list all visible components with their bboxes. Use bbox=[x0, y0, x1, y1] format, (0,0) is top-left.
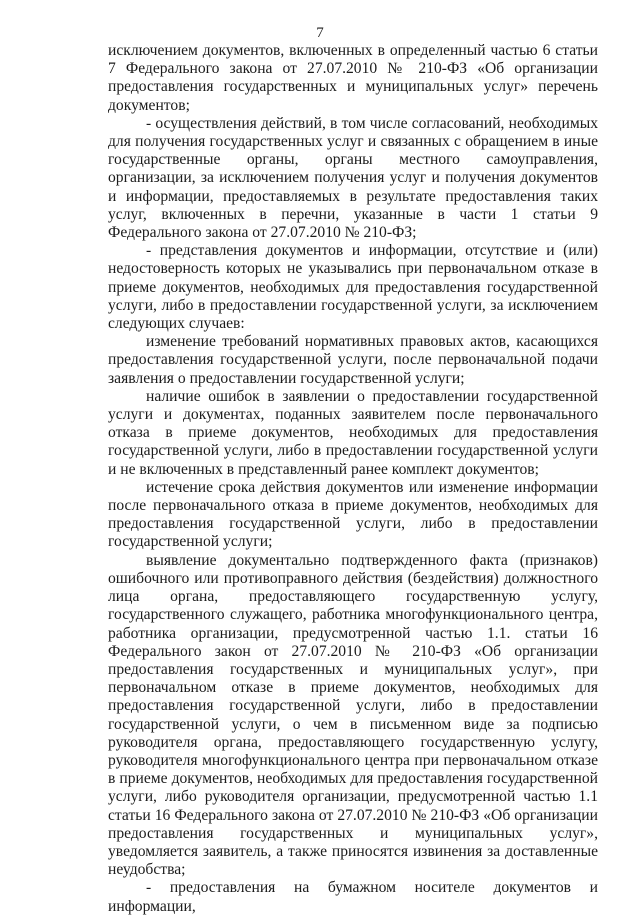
paragraph-erroneous-action: выявление документально подтвержденного факта (признаков) ошибочного или противоправного действия (бездействия) должностного лица органа, предоставляющего государственную услугу, государственного служащего, работника многофункционального центра, работника организации, предусмотренной частью 1.1. статьи 16 Федерального закон от 27.07.2010 № 210-ФЗ «Об организации предоставления государственных и муниципальных услуг», при первоначальном отказе в приеме документов, необходимых для предоставления государственной услуги, либо в предоставлении государственной услуги, о чем в письменном виде за подписью руководителя органа, предоставляющего государственную услугу, руководителя многофункционального центра при первоначальном отказе в приеме документов, необходимых для предоставления государственной услуги, либо руководителя организации, предусмотренной частью 1.1 статьи 16 Федерального закона от 27.07.2010 № 210-ФЗ «Об организации предоставления государственных и муниципальных услуг», уведомляется заявитель, а также приносятся извинения за доставленные неудобства; bbox=[108, 551, 598, 879]
paragraph-documents-information: - представления документов и информации, отсутствие и (или) недостоверность которых не указывались при первоначальном отказе в приеме документов, необходимых для предоставления государственной услуги, либо в предоставлении государственной услуги, за исключением следующих случаев: bbox=[108, 242, 598, 333]
paragraph-paper-documents: - предоставления на бумажном носителе документов и информации, bbox=[108, 879, 598, 915]
paragraph-actions-approvals: - осуществления действий, в том числе согласований, необходимых для получения государственных услуг и связанных с обращением в иные государственные органы, органы местного самоуправления, организации, за исключением получения услуг и получения документов и информации, предоставляемых в результате предоставления таких услуг, включенных в перечни, указанные в части 1 статьи 9 Федерального закона от 27.07.2010 № 210-ФЗ; bbox=[108, 114, 598, 242]
document-body bbox=[108, 42, 598, 916]
paragraph-application-errors: наличие ошибок в заявлении о предоставлении государственной услуги и документах, поданных заявителем после первоначального отказа в приеме документов, необходимых для предоставления государственной услуги, либо в предоставлении государственной услуги и не включенных в представленный ранее комплект документов; bbox=[108, 387, 598, 478]
paragraph-documents-expiry: истечение срока действия документов или изменение информации после первоначального отказа в приеме документов, необходимых для предоставления государственной услуги, либо в предоставлении государственной услуги; bbox=[108, 478, 598, 551]
page-number: 7 bbox=[316, 25, 324, 41]
paragraph-requirements-change: изменение требований нормативных правовых актов, касающихся предоставления государственной услуги, после первоначальной подачи заявления о предоставлении государственной услуги; bbox=[108, 333, 598, 387]
paragraph-continuation: исключением документов, включенных в определенный частью 6 статьи 7 Федерального закона от 27.07.2010 № 210-ФЗ «Об организации предоставления государственных и муниципальных услуг» перечень документов; bbox=[108, 42, 598, 114]
